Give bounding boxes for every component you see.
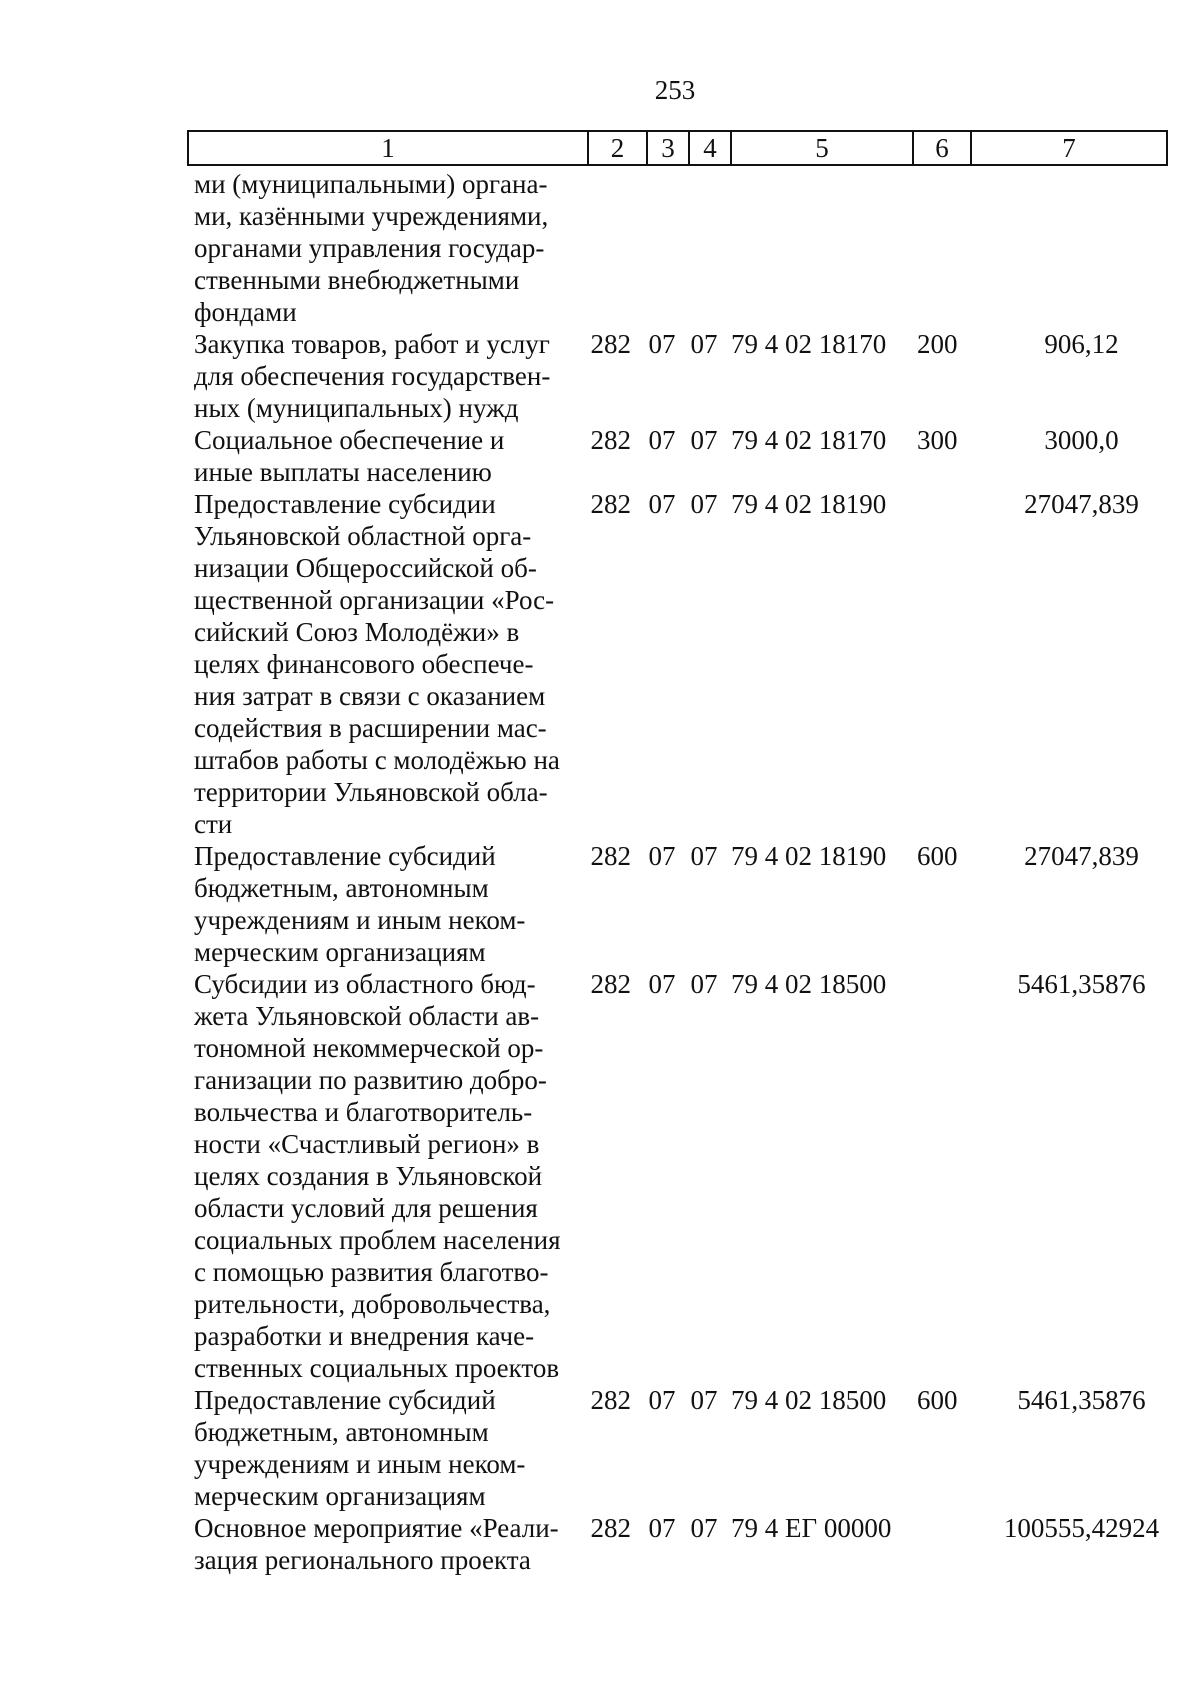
table-row bbox=[194, 968, 1194, 1384]
row-c2: 282 bbox=[590, 425, 631, 455]
row-c6: 200 bbox=[917, 329, 958, 359]
header-col-1: 1 bbox=[189, 132, 589, 164]
header-col-7: 7 bbox=[1062, 133, 1076, 163]
row-c4: 07 bbox=[690, 969, 718, 999]
row-name: Предоставление субсидий бюджетным, автономным учреждениям и иным неком- мерческим организациям bbox=[194, 1385, 526, 1511]
table-row bbox=[194, 488, 1194, 840]
row-name: Субсидии из областного бюд- жета Ульяновской области ав- тономной некоммерческой ор- ганизации по развитию добро- вольчества и благотворитель- ности «Счастливый регион» в целях создания в Ульяновской области условий для решения социальных проблем населения с помощью развития благотво- рительности, добровольчества, разработки и внедрения каче- ственных социальных проектов bbox=[194, 969, 561, 1383]
row-name: ми (муниципальными) органа- ми, казёнными учреждениями, органами управления государ- ственными внебюджетными фондами bbox=[194, 169, 549, 327]
row-c3: 07 bbox=[648, 1385, 676, 1415]
row-c4: 07 bbox=[690, 841, 718, 871]
header-col-6: 6 bbox=[914, 132, 972, 164]
row-name: Предоставление субсидий бюджетным, автономным учреждениям и иным неком- мерческим организациям bbox=[194, 841, 526, 967]
row-codes bbox=[579, 1384, 1184, 1416]
table-row bbox=[194, 840, 1194, 968]
row-c4: 07 bbox=[690, 489, 718, 519]
row-c6 bbox=[917, 488, 969, 520]
row-c7: 906,12 bbox=[1044, 329, 1119, 359]
row-c5: 79 4 02 18190 bbox=[731, 489, 887, 519]
row-c2: 282 bbox=[590, 329, 631, 359]
row-c7: 3000,0 bbox=[1044, 425, 1119, 455]
header-col-4: 4 bbox=[690, 132, 732, 164]
row-name: Закупка товаров, работ и услуг для обеспечения государствен- ных (муниципальных) нужд bbox=[194, 329, 551, 423]
row-c2: 282 bbox=[590, 969, 631, 999]
row-c6 bbox=[917, 968, 969, 1000]
row-c4: 07 bbox=[690, 1385, 718, 1415]
table-row bbox=[194, 168, 1194, 328]
row-codes bbox=[579, 488, 1184, 520]
row-c6: 600 bbox=[917, 841, 958, 871]
row-c5: 79 4 02 18170 bbox=[731, 425, 887, 455]
table-row bbox=[194, 1512, 1194, 1576]
row-codes bbox=[579, 328, 1184, 360]
row-c4: 07 bbox=[690, 329, 718, 359]
header-col-5: 5 bbox=[732, 132, 914, 164]
table-row bbox=[194, 1384, 1194, 1512]
row-c3: 07 bbox=[648, 969, 676, 999]
row-codes bbox=[579, 424, 1184, 456]
row-c3: 07 bbox=[648, 1513, 676, 1543]
row-codes bbox=[579, 1512, 1184, 1544]
row-name: Предоставление субсидии Ульяновской областной орга- низации Общероссийской об- щественной организации «Рос- сийский Союз Молодёжи» в целях финансового обеспече- ния затрат в связи с оказанием содействия в расширении мас- штабов работы с молодёжью на территории Ульяновской обла- сти bbox=[194, 489, 560, 839]
row-c5: 79 4 02 18500 bbox=[731, 1385, 887, 1415]
row-c6 bbox=[917, 1512, 969, 1544]
row-c5: 79 4 02 18500 bbox=[731, 969, 887, 999]
header-col-3: 3 bbox=[648, 132, 690, 164]
row-c7: 100555,42924 bbox=[1003, 1513, 1160, 1543]
row-c2: 282 bbox=[590, 841, 631, 871]
row-c7: 27047,839 bbox=[1024, 841, 1139, 871]
row-c5: 79 4 02 18190 bbox=[731, 841, 887, 871]
row-c4: 07 bbox=[690, 1513, 718, 1543]
row-c2: 282 bbox=[590, 489, 631, 519]
row-name: Основное мероприятие «Реали- зация регионального проекта bbox=[194, 1513, 559, 1575]
row-c3: 07 bbox=[648, 489, 676, 519]
row-c2: 282 bbox=[590, 1513, 631, 1543]
row-c5: 79 4 ЕГ 00000 bbox=[731, 1513, 892, 1543]
row-c3: 07 bbox=[648, 841, 676, 871]
row-codes bbox=[579, 968, 1184, 1000]
row-c3: 07 bbox=[648, 329, 676, 359]
header-col-2: 2 bbox=[589, 132, 648, 164]
row-name: Социальное обеспечение и иные выплаты населению bbox=[194, 425, 505, 487]
table-body bbox=[194, 168, 1194, 1576]
row-c6: 300 bbox=[917, 425, 958, 455]
table-row bbox=[194, 328, 1194, 424]
row-c5: 79 4 02 18170 bbox=[731, 329, 887, 359]
row-c3: 07 bbox=[648, 425, 676, 455]
table-header bbox=[187, 130, 1168, 166]
row-c6: 600 bbox=[917, 1385, 958, 1415]
row-c7: 27047,839 bbox=[1024, 489, 1139, 519]
table-row bbox=[194, 424, 1194, 488]
row-c7: 5461,35876 bbox=[1017, 1385, 1146, 1415]
page-number: 253 bbox=[654, 75, 696, 105]
row-c7: 5461,35876 bbox=[1017, 969, 1146, 999]
row-codes bbox=[579, 840, 1184, 872]
row-c2: 282 bbox=[590, 1385, 631, 1415]
row-c4: 07 bbox=[690, 425, 718, 455]
